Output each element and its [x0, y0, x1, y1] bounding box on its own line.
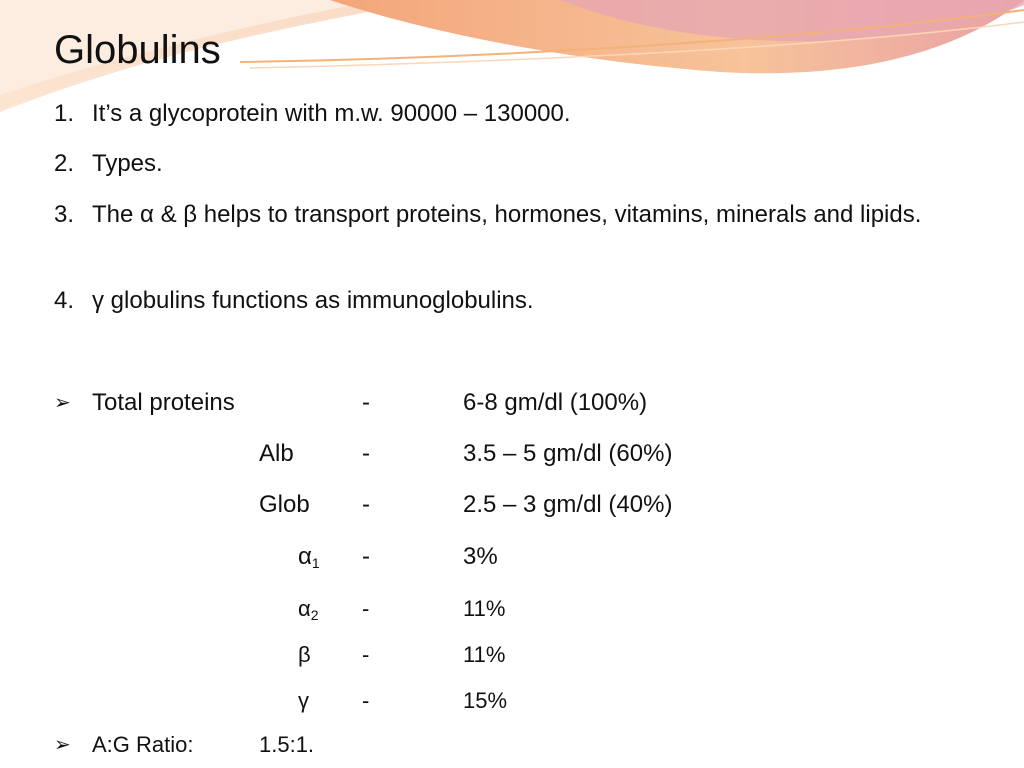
- separator-dash: -: [362, 688, 370, 713]
- protein-value: 3%: [463, 543, 498, 570]
- list-number: 2.: [54, 150, 75, 177]
- ag-ratio-value: 1.5:1.: [259, 732, 315, 757]
- ag-ratio-label: A:G Ratio:: [92, 732, 194, 757]
- list-text: Types.: [92, 150, 163, 177]
- separator-dash: -: [362, 440, 370, 467]
- protein-value: 11%: [463, 596, 506, 621]
- protein-row-gamma: [0, 684, 1024, 718]
- protein-row-alpha1: [0, 540, 1024, 574]
- list-text: The α & β helps to transport proteins, hormones, vitamins, minerals and lipids.: [92, 201, 922, 228]
- protein-label: Glob: [259, 491, 310, 518]
- list-number: 1.: [54, 100, 75, 127]
- greek-letter: α: [298, 596, 311, 621]
- protein-row-alpha2: [0, 592, 1024, 626]
- subscript: 1: [311, 555, 320, 571]
- protein-row-glob: [0, 488, 1024, 522]
- protein-label: γ: [298, 688, 309, 713]
- protein-label: Alb: [259, 440, 294, 467]
- list-text: It’s a glycoprotein with m.w. 90000 – 130000.: [92, 100, 571, 127]
- protein-value: 3.5 – 5 gm/dl (60%): [463, 440, 673, 467]
- slide-title: Globulins: [54, 28, 221, 72]
- list-number: 3.: [54, 201, 75, 228]
- arrow-bullet-icon: ➢: [54, 392, 71, 414]
- protein-row-alb: [0, 437, 1024, 471]
- protein-label: Total proteins: [92, 389, 235, 416]
- list-number: 4.: [54, 287, 75, 314]
- arrow-bullet-icon: ➢: [54, 734, 71, 756]
- greek-letter: α: [298, 543, 312, 570]
- separator-dash: -: [362, 642, 370, 667]
- protein-value: 15%: [463, 688, 508, 713]
- protein-value: 6-8 gm/dl (100%): [463, 389, 648, 416]
- protein-label: β: [298, 642, 311, 667]
- list-text: γ globulins functions as immunoglobulins.: [92, 287, 534, 314]
- protein-value: 11%: [463, 642, 506, 667]
- protein-row-beta: [0, 638, 1024, 672]
- separator-dash: -: [362, 596, 370, 621]
- ag-ratio-row: [0, 728, 1024, 762]
- separator-dash: -: [362, 543, 370, 570]
- separator-dash: -: [362, 389, 370, 416]
- protein-value: 2.5 – 3 gm/dl (40%): [463, 491, 673, 518]
- protein-label: [298, 540, 320, 580]
- subscript: 2: [310, 607, 319, 623]
- protein-row-total: [0, 386, 1024, 420]
- protein-label: [298, 592, 319, 632]
- separator-dash: -: [362, 491, 370, 518]
